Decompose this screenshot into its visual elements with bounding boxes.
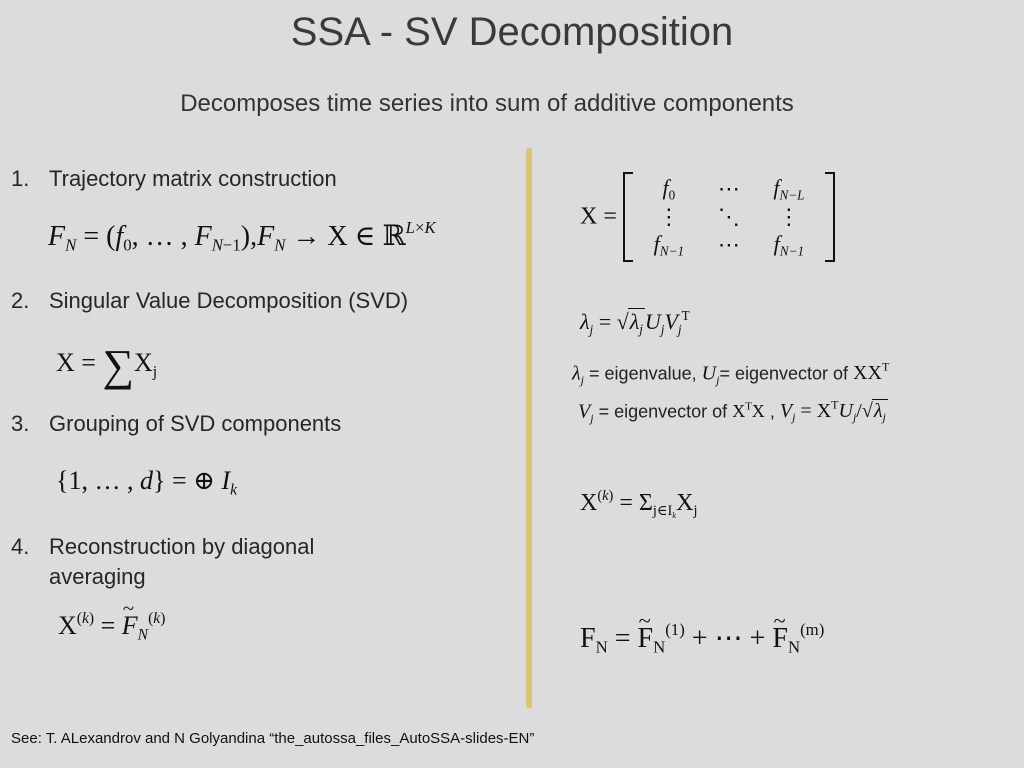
eigen-notes-1: $\lambda_j$ = eigenvalue, $U_j=$ eigenvector of $XX^T$ [572,360,890,387]
equation-group-sum: $X^{(k)} = \Sigma_{j\in I_k}X_j$ [580,488,698,521]
eigenvector-note: = eigenvector of [719,363,849,384]
step-3 [11,409,511,439]
citation-footer: See: T. ALexandrov and N Golyandina “the_autossa_files_AutoSSA-slides-EN” [11,730,535,747]
equation-reconstruction: $X^{(k)}$ = ~ $F_N^{(k)}$ [58,610,165,644]
step-number: 2. [11,288,30,313]
step-number: 1. [11,166,30,191]
slide-subtitle: Decomposes time series into sum of additive components [180,90,794,117]
equation-trajectory: $F_N = (f_0$, … , $F_{N-1}),F_N \to X$ ∈ ℝ$^{L\times K}$ [48,218,436,255]
step-1 [11,164,511,194]
step-label: Reconstruction by diagonal averaging [49,534,315,589]
step-number: 4. [11,534,30,559]
eigenvalue-note: = eigenvalue, [589,363,697,384]
step-label: Trajectory matrix construction [49,166,337,191]
trajectory-matrix: X = $f_0$ ⋯ $f_{N-L}$ ⋮ ⋱ ⋮ $f_{N-1}$ ⋯ $f_{N-1}$ [580,172,835,262]
equation-reconstruction-sum: $F_N$ = ~ $F_N^{(1)}$ + ⋯ + ~ $F_N^{(m)}$ [580,620,824,658]
step-label: Grouping of SVD components [49,411,342,436]
equation-grouping: {1, … , d} = ⊕ $I_k$ [56,466,238,499]
step-2 [11,286,511,316]
equation-lambda: $\lambda_j = √\lambda_jU_jV_j^T$ [580,308,690,337]
matrix-body: $f_0$ ⋯ $f_{N-L}$ ⋮ ⋱ ⋮ $f_{N-1}$ ⋯ $f_{N-1}$ [623,172,835,262]
step-number: 3. [11,411,30,436]
eigenvector-note: = eigenvector of [598,401,728,422]
column-divider [526,148,532,708]
step-4 [11,532,391,592]
equation-svd-sum: $X = \sum X_j$ [56,341,158,390]
slide-title: SSA - SV Decomposition [290,10,734,54]
eigen-notes-2: $V_j$ = eigenvector of $X^TX$ , $V_j = X^TU_j/√\lambda_j$ [578,398,886,425]
step-label: Singular Value Decomposition (SVD) [49,288,409,313]
